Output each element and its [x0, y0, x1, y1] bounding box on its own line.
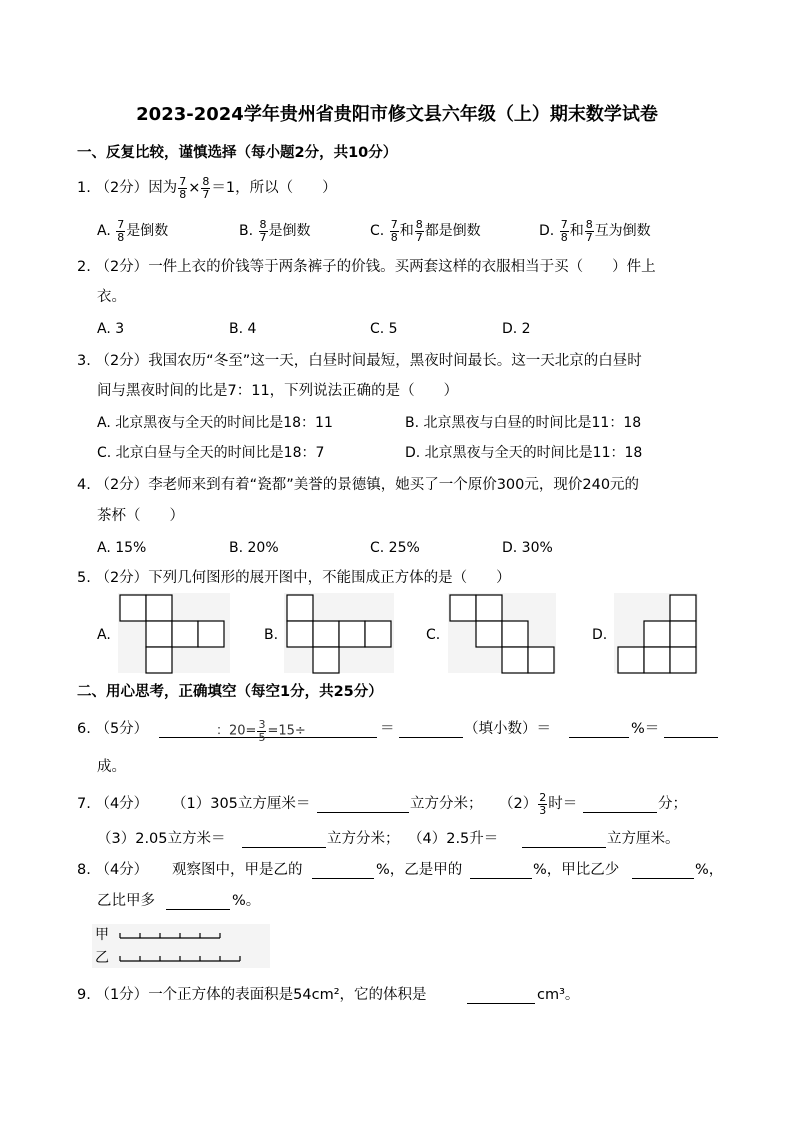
q7-part-1: （1）305立方厘米＝: [172, 796, 311, 812]
page-title: 2023-2024学年贵州省贵阳市修文县六年级（上）期末数学试卷: [136, 104, 658, 125]
q5-net-b[interactable]: [286, 594, 394, 674]
q7-blank-3[interactable]: [242, 846, 326, 848]
q8-blank-3[interactable]: [632, 877, 694, 879]
q3-line-1: 我国农历“冬至”这一天，白昼时间最短，黑夜时间最长。这一天北京的白昼时: [148, 353, 642, 369]
section-2-title: 二、用心思考，正确填空（每空1分，共25分）: [77, 684, 383, 700]
q1-fraction-2: $\frac{8}{7}$: [202, 175, 210, 201]
q1-option-b[interactable]: B. $\frac{8}{7}$ 是倒数: [239, 218, 311, 244]
q2-option-b[interactable]: B. 4: [229, 321, 257, 337]
q8-text-1: 观察图中，甲是乙的: [172, 862, 303, 878]
q3-option-a[interactable]: A. 北京黑夜与全天的时间比是18：11: [97, 415, 333, 431]
q7-unit-3: 立方分米；: [327, 831, 400, 847]
q1-times: ×: [188, 180, 201, 197]
q5-net-a[interactable]: [119, 594, 229, 674]
q3-option-b[interactable]: B. 北京黑夜与白昼的时间比是11：18: [405, 415, 642, 431]
q3-option-d[interactable]: D. 北京黑夜与全天的时间比是11：18: [405, 445, 643, 461]
q8-blank-2[interactable]: [470, 877, 532, 879]
q6-expression: ：20= $\frac{3}{5}$ =15÷: [216, 718, 306, 744]
question-2: 2. （2分）一件上衣的价钱等于两条裤子的价钱。买两套这样的衣服相当于买（ ）件上: [77, 259, 656, 275]
q8-blank-4[interactable]: [166, 908, 230, 910]
q6-percent: %＝: [631, 721, 660, 737]
question-3: 3. （2分）我国农历“冬至”这一天，白昼时间最短，黑夜时间最长。这一天北京的白昼时: [77, 353, 642, 369]
q4-line-2: 茶杯（ ）: [97, 508, 184, 524]
q6-blank-3[interactable]: [569, 736, 629, 738]
q9-blank[interactable]: [467, 1002, 535, 1004]
q8-line-2-b: %。: [232, 893, 261, 909]
q8-text-4: %，: [695, 862, 724, 878]
segment-jia: [120, 933, 220, 938]
q8-label-yi: 乙: [95, 950, 109, 966]
segment-yi: [120, 956, 240, 961]
question-7: 7. （4分）: [77, 796, 149, 812]
q3-line-2: 间与黑夜时间的比是7：11，下列说法正确的是（ ）: [97, 383, 459, 399]
q4-option-a[interactable]: A. 15%: [97, 540, 147, 556]
question-5: 5. （2分）下列几何图形的展开图中，不能围成正方体的是（ ）: [77, 570, 511, 586]
q8-text-2: %，乙是甲的: [376, 862, 463, 878]
q7-blank-1[interactable]: [317, 811, 409, 813]
q8-line-2-a: 乙比甲多: [97, 893, 155, 909]
q6-note: （填小数）＝: [464, 721, 551, 737]
q5-option-b[interactable]: B.: [264, 627, 279, 643]
q1-option-c[interactable]: C. $\frac{7}{8}$ 和 $\frac{8}{7}$ 都是倒数: [370, 218, 481, 244]
question-1: [77, 176, 337, 200]
q2-line-1: 一件上衣的价钱等于两条裤子的价钱。买两套这样的衣服相当于买（ ）件上: [148, 259, 656, 275]
q5-net-d[interactable]: [617, 594, 699, 674]
q1-score: （2分）: [95, 180, 149, 197]
q8-segment-diagram: [115, 926, 270, 968]
q4-option-d[interactable]: D. 30%: [502, 540, 553, 556]
q6-blank-2[interactable]: [399, 736, 463, 738]
question-9: 9. （1分）一个正方体的表面积是54cm²，它的体积是: [77, 987, 427, 1003]
q1-option-a[interactable]: A. $\frac{7}{8}$ 是倒数: [97, 218, 169, 244]
q1-option-d[interactable]: D. $\frac{7}{8}$ 和 $\frac{8}{7}$ 互为倒数: [539, 218, 651, 244]
q1-text-a: 因为: [148, 180, 178, 197]
q4-option-b[interactable]: B. 20%: [229, 540, 279, 556]
q8-label-jia: 甲: [95, 927, 109, 943]
q7-part-3: （3）2.05立方米＝: [97, 831, 226, 847]
q2-line-2: 衣。: [97, 289, 126, 305]
q7-part-4: （4）2.5升＝: [408, 831, 499, 847]
q8-text-3: %，甲比乙少: [533, 862, 620, 878]
question-6: 6. （5分）: [77, 721, 149, 737]
question-4: 4. （2分）李老师来到有着“瓷都”美誉的景德镇，她买了一个原价300元，现价240元的: [77, 477, 640, 493]
question-8: 8. （4分）: [77, 862, 149, 878]
q6-line-2: 成。: [97, 759, 126, 775]
q8-blank-1[interactable]: [312, 877, 374, 879]
q1-text-b: ＝1，所以（ ）: [211, 180, 337, 197]
q2-option-d[interactable]: D. 2: [502, 321, 531, 337]
q1-number: 1.: [77, 180, 91, 197]
q5-option-d[interactable]: D.: [592, 627, 608, 643]
q6-equals: ＝: [380, 721, 395, 737]
q7-unit-1: 立方分米；: [410, 796, 483, 812]
q7-unit-2: 分；: [658, 796, 687, 812]
q5-option-c[interactable]: C.: [426, 627, 441, 643]
q7-unit-4: 立方厘米。: [607, 831, 680, 847]
q7-blank-4[interactable]: [522, 846, 606, 848]
q4-line-1: 李老师来到有着“瓷都”美誉的景德镇，她买了一个原价300元，现价240元的: [148, 477, 640, 493]
q7-part-2: （2） $\frac{2}{3}$ 时＝: [499, 791, 578, 817]
q5-net-c[interactable]: [449, 594, 557, 674]
q1-fraction-1: $\frac{7}{8}$: [179, 175, 187, 201]
q2-option-c[interactable]: C. 5: [370, 321, 398, 337]
q7-blank-2[interactable]: [583, 811, 657, 813]
q6-blank-4[interactable]: [664, 736, 718, 738]
q3-option-c[interactable]: C. 北京白昼与全天的时间比是18：7: [97, 445, 325, 461]
section-1-title: 一、反复比较，谨慎选择（每小题2分，共10分）: [77, 145, 398, 161]
q5-option-a[interactable]: A.: [97, 627, 111, 643]
q2-option-a[interactable]: A. 3: [97, 321, 125, 337]
q9-unit: cm³。: [537, 987, 580, 1003]
q4-option-c[interactable]: C. 25%: [370, 540, 420, 556]
